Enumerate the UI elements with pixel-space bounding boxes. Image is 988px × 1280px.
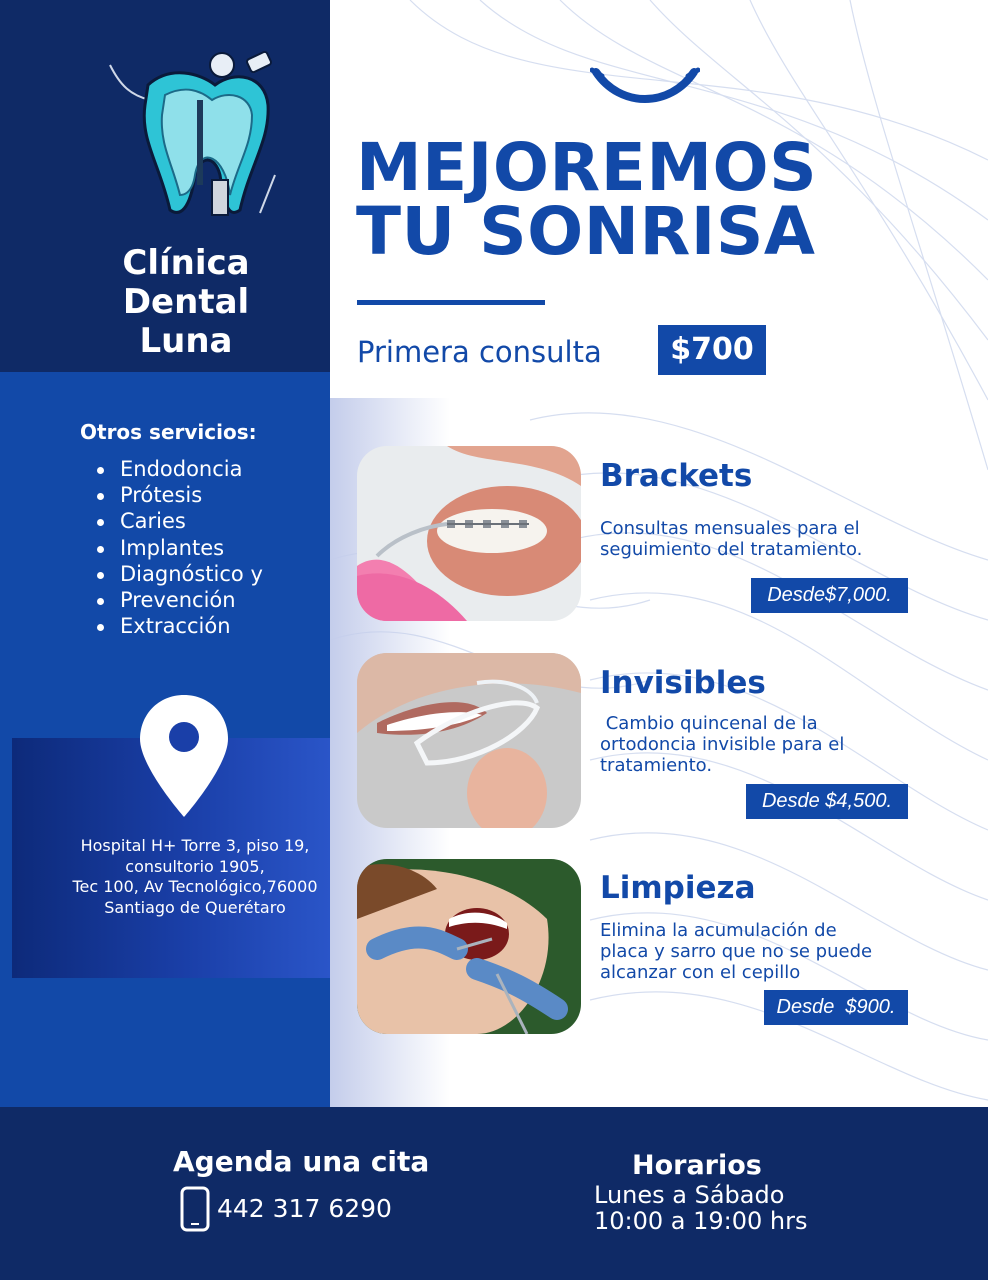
phone-number[interactable]: 442 317 6290 <box>217 1194 392 1223</box>
address-line: Santiago de Querétaro <box>104 897 286 917</box>
divider <box>357 300 545 305</box>
service-title-limpieza: Limpieza <box>600 870 756 906</box>
footer <box>0 1107 988 1280</box>
service-desc-line: Consultas mensuales para el <box>600 518 860 539</box>
service-price-limpieza: Desde $900. <box>764 990 908 1025</box>
service-title-brackets: Brackets <box>600 458 753 494</box>
first-consult-price-badge: $700 <box>658 325 766 375</box>
address <box>40 836 350 918</box>
service-desc-line: tratamiento. <box>600 755 713 776</box>
list-item: Extracción <box>93 613 263 639</box>
limpieza-photo <box>357 859 581 1034</box>
list-item: Prótesis <box>93 482 263 508</box>
list-item: Endodoncia <box>93 456 263 482</box>
other-services-title: Otros servicios: <box>80 420 257 444</box>
first-consult-label: Primera consulta <box>357 335 602 369</box>
brackets-photo <box>357 446 581 621</box>
hours-line: 10:00 a 19:00 hrs <box>594 1207 808 1235</box>
list-item: Implantes <box>93 535 263 561</box>
address-line: consultorio 1905, <box>125 856 265 876</box>
headline-line: MEJOREMOS <box>356 129 818 206</box>
hours-title: Horarios <box>632 1150 762 1181</box>
location-pin-icon <box>138 693 230 819</box>
clinic-name-line: Luna <box>139 321 233 361</box>
tooth-logo-icon <box>100 45 285 230</box>
service-title-invisibles: Invisibles <box>600 665 766 701</box>
service-desc-line: seguimiento del tratamiento. <box>600 539 863 560</box>
service-desc-line: ortodoncia invisible para el <box>600 734 845 755</box>
list-item: Diagnóstico y <box>93 561 263 587</box>
service-desc-line: alcanzar con el cepillo <box>600 962 801 983</box>
service-desc-line: Elimina la acumulación de <box>600 920 837 941</box>
address-line: Hospital H+ Torre 3, piso 19, <box>80 836 310 855</box>
list-item: Caries <box>93 508 263 534</box>
service-price-brackets: Desde$7,000. <box>751 578 908 613</box>
service-desc-invisibles <box>600 713 920 776</box>
service-price-invisibles: Desde $4,500. <box>746 784 908 819</box>
service-desc-line: Cambio quincenal de la <box>600 713 818 734</box>
hours-line: Lunes a Sábado <box>594 1181 785 1209</box>
smile-icon <box>590 64 700 108</box>
service-desc-line: placa y sarro que no se puede <box>600 941 873 962</box>
appointment-title: Agenda una cita <box>173 1145 430 1178</box>
address-line: Tec 100, Av Tecnológico,76000 <box>72 877 318 896</box>
service-desc-limpieza <box>600 920 920 983</box>
clinic-name-line: Dental <box>122 282 250 322</box>
headline <box>356 129 818 270</box>
other-services-list <box>93 456 263 639</box>
headline-line: TU SONRISA <box>356 193 816 270</box>
service-desc-brackets <box>600 518 920 560</box>
list-item-continuation: Prevención <box>93 587 263 613</box>
invisibles-photo <box>357 653 581 828</box>
clinic-name <box>0 244 372 361</box>
phone-icon <box>180 1186 210 1232</box>
hours-text <box>594 1182 808 1234</box>
clinic-name-line: Clínica <box>122 243 250 283</box>
